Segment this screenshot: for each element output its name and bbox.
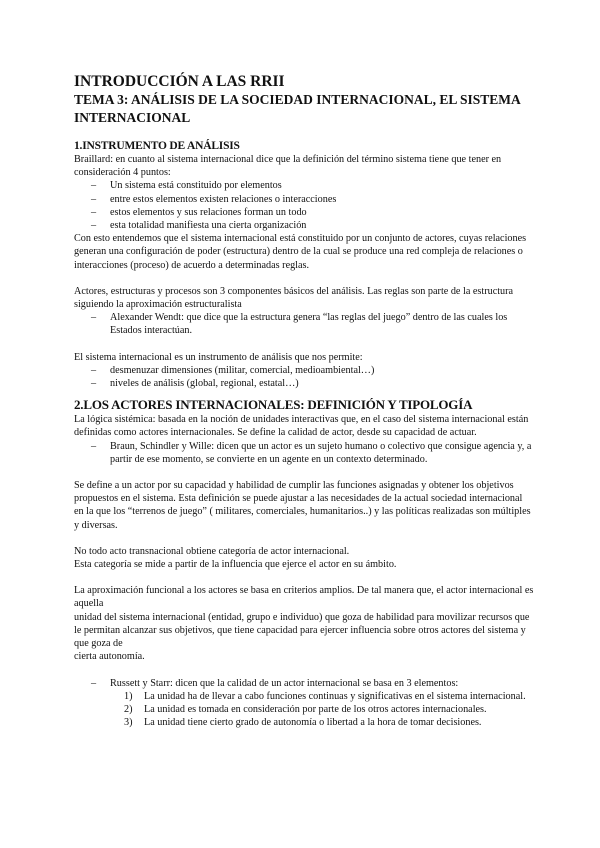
russett-elements (74, 690, 534, 730)
section2-heading: 2.LOS ACTORES INTERNACIONALES: DEFINICIÓN Y TIPOLOGÍA (74, 397, 473, 413)
transnational-line-1: No todo acto transnacional obtiene categoría de actor internacional. (74, 545, 350, 557)
functional-line-2: unidad del sistema internacional (entidad, grupo e individuo) que goza de habilidad para movilizar recursos que le permitan alcanzar sus objetivos, que tiene capacidad para ejercer influencia sobre otros actores del sistema y que goza de (74, 611, 530, 650)
components-paragraph: Actores, estructuras y procesos son 3 componentes básicos del análisis. Las reglas son parte de la estructura siguiendo la aproximación estructuralista (74, 285, 514, 311)
item-number: 2) (124, 703, 133, 715)
definition-paragraph: Se define a un actor por su capacidad y habilidad de cumplir las funciones asignadas y obtener los objetivos propuestos en el sistema. Esta definición se puede ajustar a las necesidades de la actual sociedad internacional en la que los “terrenos de juego” ( militares, comerciales, humanitarios..) y las políticas realizadas son múltiples y diversas. (74, 480, 531, 531)
numbered-item (74, 703, 534, 716)
braillard-points (74, 179, 534, 232)
list-item: – estos elementos y sus relaciones forman un todo (74, 206, 534, 219)
list-item: – niveles de análisis (global, regional, estatal…) (74, 377, 534, 390)
braun-list (74, 440, 534, 466)
conclusion-paragraph: Con esto entendemos que el sistema internacional está constituido por un conjunto de actores, cuyas relaciones generan una configuración de poder (estructura) dentro de la cual se produce una red compleja de relaciones o interacciones (proceso) de acuerdo a determinadas reglas. (74, 233, 527, 271)
list-item: – Russett y Starr: dicen que la calidad de un actor internacional se basa en 3 elementos: (74, 677, 534, 690)
document-subtitle: TEMA 3: ANÁLISIS DE LA SOCIEDAD INTERNACIONAL, EL SISTEMA INTERNACIONAL (74, 92, 520, 125)
russett-list (74, 677, 534, 690)
instrument-paragraph: El sistema internacional es un instrumento de análisis que nos permite: (74, 351, 363, 363)
transnational-line-2: Esta categoría se mide a partir de la influencia que ejerce el actor en su ámbito. (74, 559, 397, 571)
list-item: – Braun, Schindler y Wille: dicen que un actor es un sujeto humano o colectivo que consigue agencia y, a partir de ese momento, se convierte en un agente en un contexto determinado. (74, 440, 534, 466)
functional-line-1: La aproximación funcional a los actores se basa en criterios amplios. De tal manera que, el actor internacional es aquella (74, 585, 534, 610)
list-item: – Un sistema está constituido por elementos (74, 179, 534, 192)
item-text: La unidad ha de llevar a cabo funciones continuas y significativas en el sistema internacional. (144, 690, 526, 702)
item-text: La unidad tiene cierto grado de autonomía o libertad a la hora de tomar decisiones. (144, 717, 482, 729)
list-item: – esta totalidad manifiesta una cierta organización (74, 219, 534, 232)
numbered-item (74, 716, 534, 729)
document-page (74, 72, 534, 729)
list-item: – desmenuzar dimensiones (militar, comercial, medioambiental…) (74, 364, 534, 377)
numbered-item (74, 690, 534, 703)
list-item: – Alexander Wendt: que dice que la estructura genera “las reglas del juego” dentro de las cuales los Estados interactúan. (74, 311, 534, 337)
braillard-paragraph: Braillard: en cuanto al sistema internacional dice que la definición del término sistema tiene que tener en consideración 4 puntos: (74, 154, 502, 179)
document-title: INTRODUCCIÓN A LAS RRII (74, 73, 285, 90)
wendt-list (74, 311, 534, 337)
item-text: La unidad es tomada en consideración por parte de los otros actores internacionales. (144, 703, 487, 715)
item-number: 3) (124, 717, 133, 729)
logic-paragraph: La lógica sistémica: basada en la noción de unidades interactivas que, en el caso del sistema internacional están definidas como actores internacionales. Se define la calidad de actor, desde su capacidad de actuar. (74, 414, 529, 439)
functional-line-3: cierta autonomía. (74, 651, 145, 663)
section1-heading: 1.INSTRUMENTO DE ANÁLISIS (74, 140, 240, 152)
instrument-points (74, 364, 534, 390)
list-item: – entre estos elementos existen relaciones o interacciones (74, 193, 534, 206)
item-number: 1) (124, 690, 133, 702)
